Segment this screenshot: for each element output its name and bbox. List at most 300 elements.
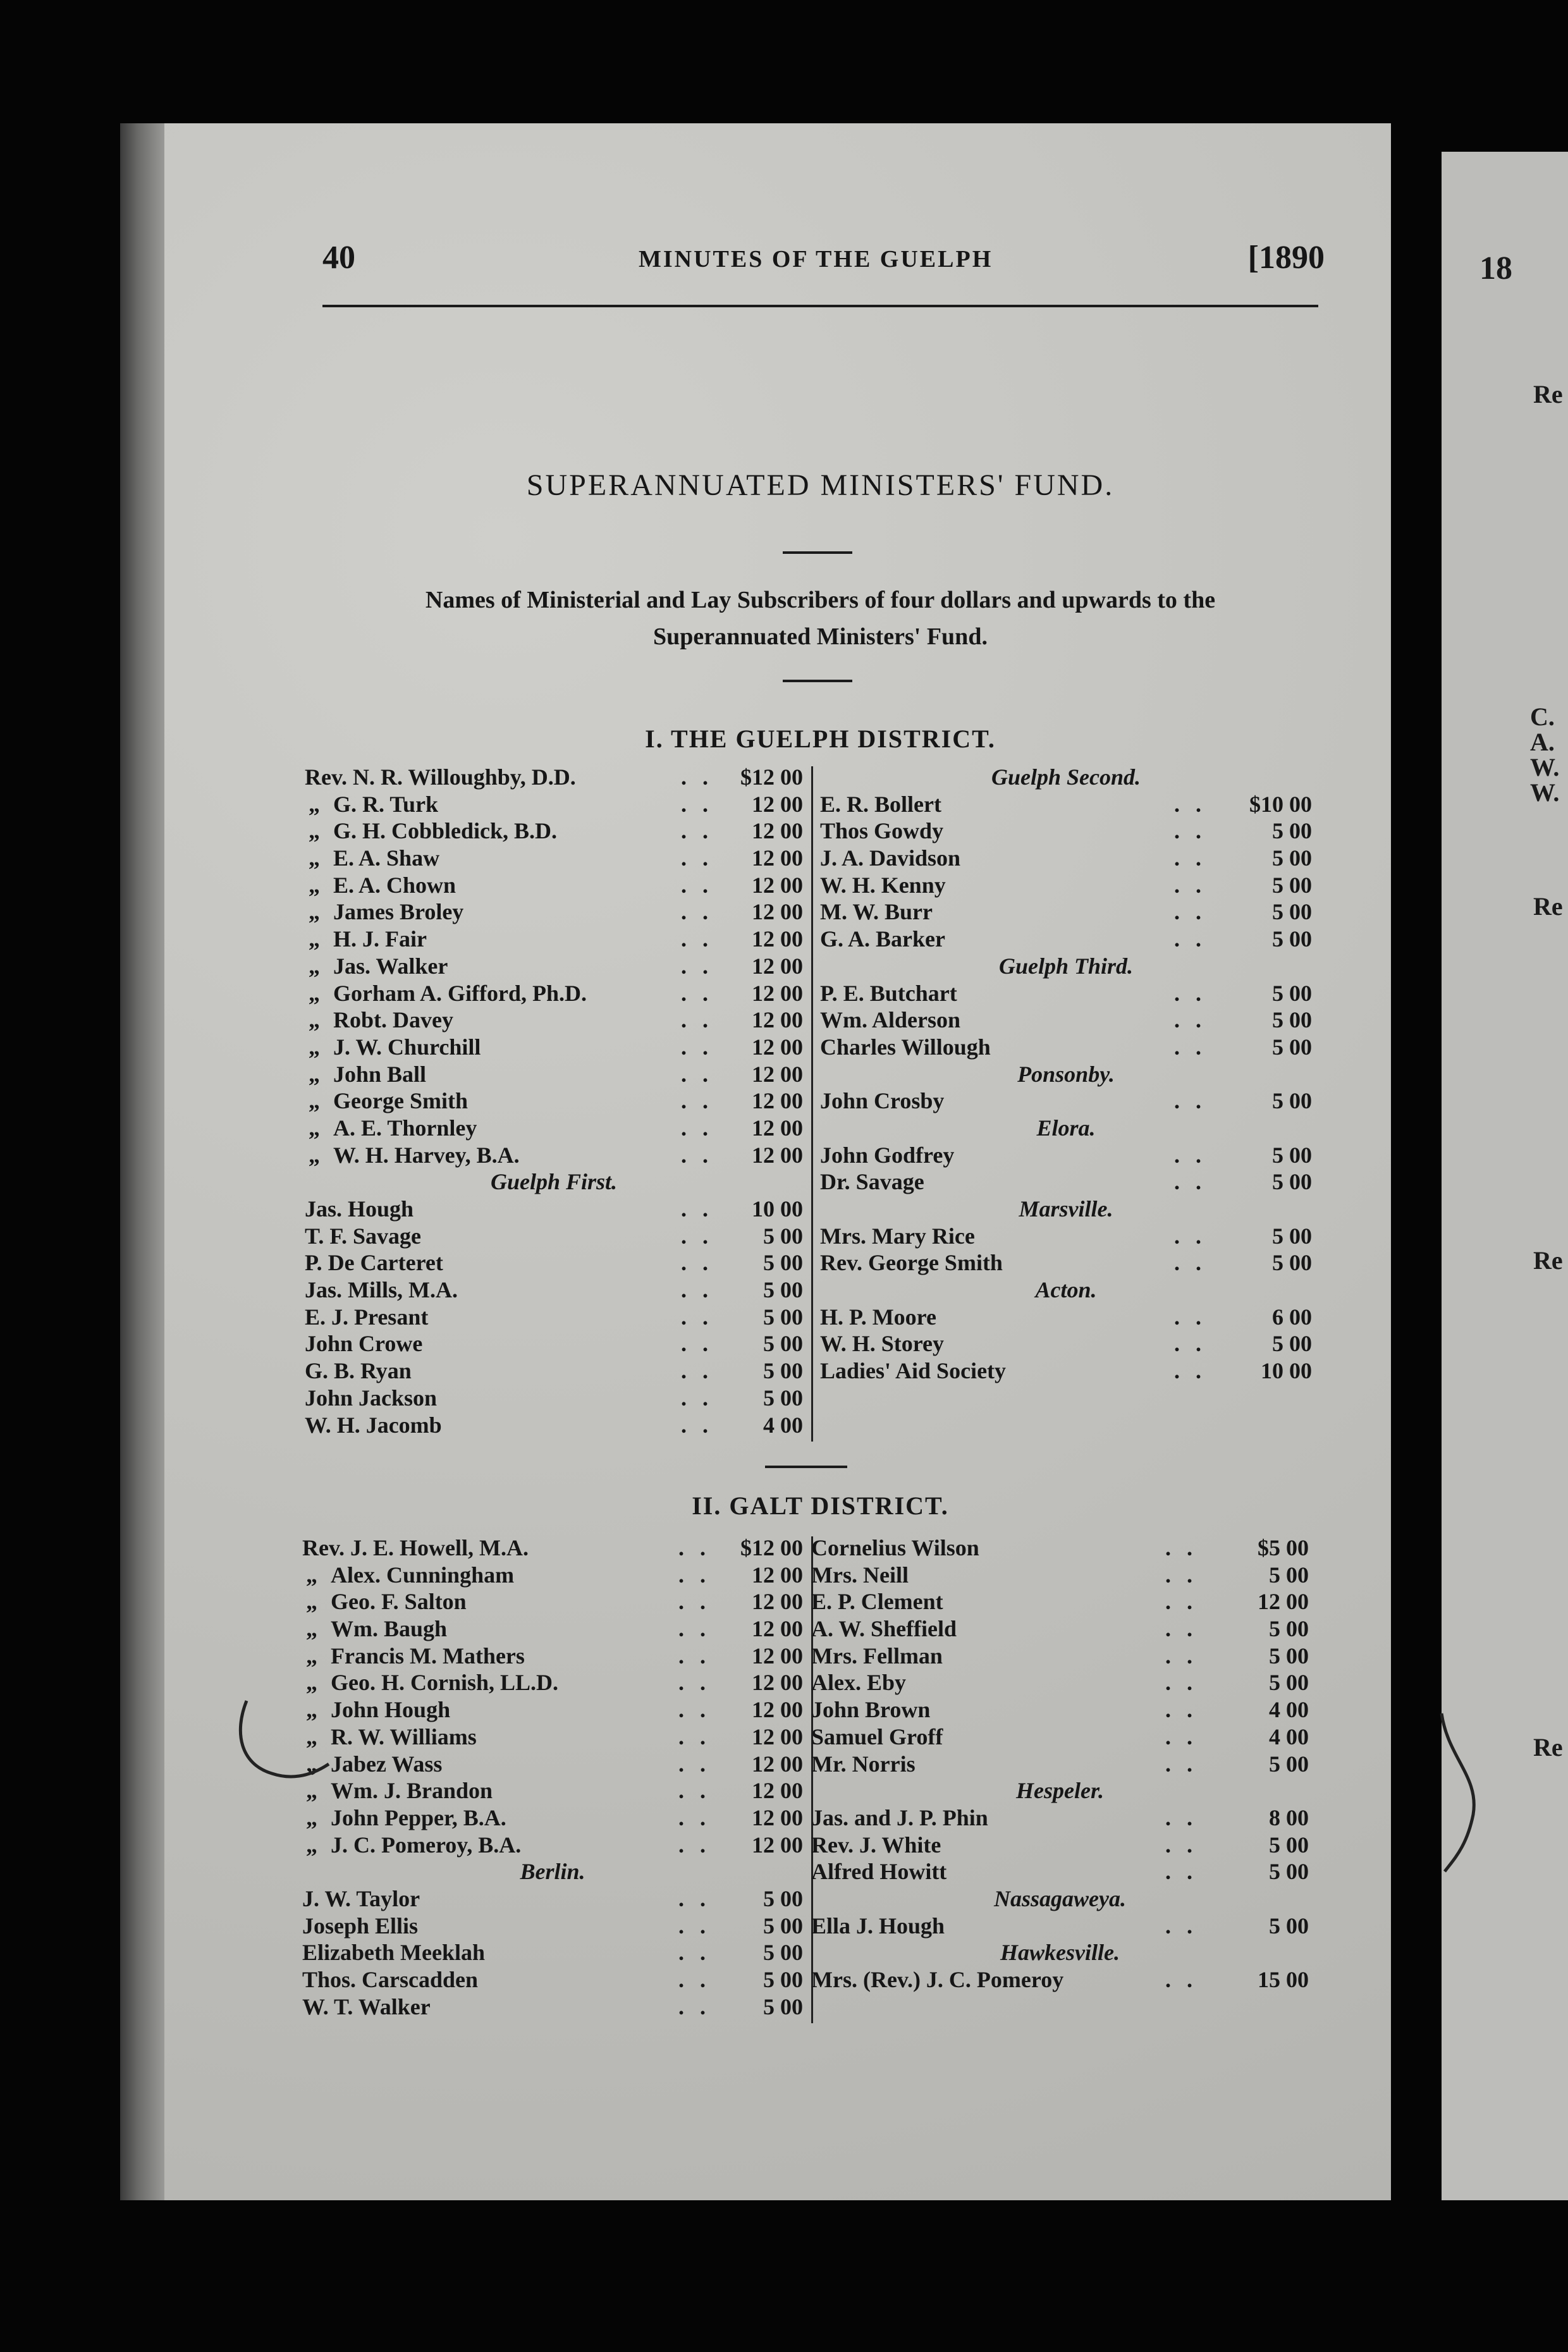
dot-leader: . .	[1165, 1804, 1197, 1830]
subscriber-name: John Crosby	[820, 1088, 945, 1114]
section-subheading: Ponsonby.	[1017, 1061, 1115, 1087]
amount: 12 00	[752, 1007, 803, 1033]
subscriber-name: Mrs. (Rev.) J. C. Pomeroy	[811, 1967, 1064, 1992]
dot-leader: . .	[681, 1412, 713, 1438]
amount: 12 00	[752, 1670, 803, 1696]
subscriber-row	[302, 1696, 803, 1724]
subscriber-row	[820, 1087, 1312, 1115]
amount: 12 00	[752, 1142, 803, 1168]
subscriber-name: „ Robt. Davey	[333, 1007, 453, 1034]
facing-page	[1442, 152, 1568, 2200]
subscriber-name: Elizabeth Meeklah	[302, 1940, 485, 1966]
dot-leader: . .	[681, 1331, 713, 1357]
amount: 12 00	[752, 1643, 803, 1669]
dot-leader: . .	[1174, 1331, 1206, 1357]
subscriber-row	[820, 926, 1312, 953]
subscriber-row	[305, 872, 803, 899]
amount: 12 00	[752, 818, 803, 844]
subscriber-row	[820, 818, 1312, 845]
section-subheading: Acton.	[1035, 1277, 1097, 1303]
ditto-mark: „	[306, 1778, 317, 1804]
dot-leader: . .	[681, 872, 713, 898]
dot-leader: . .	[1174, 1223, 1206, 1249]
amount: $10 00	[1249, 791, 1312, 817]
subscriber-name: Jas. and J. P. Phin	[811, 1804, 988, 1830]
amount: 5 00	[1272, 980, 1312, 1006]
subscriber-name: A. W. Sheffield	[811, 1616, 957, 1642]
subscriber-name: W. H. Storey	[820, 1331, 945, 1357]
subscriber-row	[820, 1304, 1312, 1331]
subscriber-row	[811, 1562, 1309, 1589]
amount: 5 00	[1269, 1832, 1309, 1858]
dot-leader: . .	[678, 1751, 711, 1777]
subscriber-row	[305, 1357, 803, 1385]
amount: 5 00	[1272, 1169, 1312, 1195]
subscriber-row	[820, 1034, 1312, 1061]
facing-page-fragment: Re	[1533, 892, 1563, 921]
facing-page-fragment: C.	[1530, 702, 1555, 731]
subscriber-name: H. P. Moore	[820, 1304, 936, 1330]
amount: 10 00	[1261, 1358, 1312, 1384]
dot-leader: . .	[681, 1115, 713, 1141]
amount: 5 00	[763, 1277, 803, 1303]
subscriber-name: Rev. J. E. Howell, M.A.	[302, 1535, 529, 1560]
subscriber-name: „ R. W. Williams	[331, 1724, 477, 1751]
dot-leader: . .	[1165, 1913, 1197, 1939]
subscriber-row	[811, 1804, 1309, 1832]
subscriber-name: Thos. Carscadden	[302, 1967, 479, 1992]
amount: 12 00	[752, 1616, 803, 1642]
ditto-mark: „	[309, 1007, 320, 1033]
running-header	[322, 239, 1325, 290]
amount: 5 00	[1269, 1751, 1309, 1777]
ditto-mark: „	[306, 1804, 317, 1830]
subtitle	[322, 582, 1318, 655]
amount: 12 00	[752, 1832, 803, 1858]
section-subheading: Hespeler.	[1016, 1778, 1104, 1804]
dot-leader: . .	[678, 1832, 711, 1858]
subscriber-row	[820, 1142, 1312, 1169]
dot-leader: . .	[1165, 1751, 1197, 1777]
subscriber-row	[302, 1885, 803, 1913]
ditto-mark: „	[309, 872, 320, 898]
subscriber-row	[305, 1142, 803, 1169]
dot-leader: . .	[1174, 791, 1206, 817]
amount: 12 00	[752, 1804, 803, 1830]
amount: 10 00	[752, 1196, 803, 1222]
dot-leader: . .	[1174, 1250, 1206, 1276]
ditto-mark: „	[309, 1088, 320, 1114]
facing-page-fragment: Re	[1533, 380, 1563, 408]
ditto-mark: „	[309, 953, 320, 979]
amount: 5 00	[763, 1223, 803, 1249]
subscriber-name: Ladies' Aid Society	[820, 1358, 1007, 1384]
facing-page-fragment: Re	[1533, 1733, 1563, 1761]
amount: 5 00	[1272, 1142, 1312, 1168]
ditto-mark: „	[309, 926, 320, 952]
amount: 12 00	[752, 953, 803, 979]
dot-leader: . .	[681, 1007, 713, 1033]
subscriber-name: P. De Carteret	[305, 1250, 443, 1276]
dot-leader: . .	[678, 1804, 711, 1830]
ditto-mark: „	[309, 899, 320, 925]
subscriber-row	[302, 1615, 803, 1643]
subscriber-name: „ G. H. Cobbledick, B.D.	[333, 818, 557, 845]
subscriber-name: „ Jas. Walker	[333, 953, 448, 980]
subscriber-name: Joseph Ellis	[302, 1913, 419, 1939]
subscriber-name: Alfred Howitt	[811, 1859, 947, 1885]
subscriber-row	[305, 1330, 803, 1357]
subscriber-row	[302, 1562, 803, 1589]
subscriber-row	[820, 872, 1312, 899]
subtitle-line: Superannuated Ministers' Fund.	[653, 623, 988, 650]
dot-leader: . .	[678, 1778, 711, 1804]
subscriber-name: John Crowe	[305, 1331, 423, 1357]
subscriber-row	[811, 1966, 1309, 1994]
subscriber-row	[302, 1534, 803, 1562]
facing-page-number: 18	[1479, 250, 1512, 286]
pencil-mark	[234, 1694, 348, 1796]
subscriber-name: Charles Willough	[820, 1034, 991, 1060]
amount: 5 00	[1272, 818, 1312, 844]
dot-leader: . .	[1165, 1967, 1197, 1992]
subscriber-name: „ Jabez Wass	[331, 1751, 442, 1778]
amount: 4 00	[1269, 1724, 1309, 1749]
subscriber-row	[302, 1724, 803, 1751]
subscriber-row	[305, 1087, 803, 1115]
subscriber-name: „ Alex. Cunningham	[331, 1562, 514, 1589]
dot-leader: . .	[681, 899, 713, 925]
amount: 5 00	[1272, 1007, 1312, 1033]
dot-leader: . .	[678, 1913, 711, 1939]
subscriber-row	[820, 845, 1312, 872]
subscriber-name: Rev. J. White	[811, 1832, 941, 1858]
amount: 12 00	[752, 872, 803, 898]
dot-leader: . .	[1165, 1832, 1197, 1858]
dot-leader: . .	[681, 1358, 713, 1384]
subscriber-name: E. J. Presant	[305, 1304, 429, 1330]
subscriber-name: E. P. Clement	[811, 1589, 943, 1615]
dot-leader: . .	[1174, 1088, 1206, 1114]
ditto-mark: „	[309, 980, 320, 1006]
subscriber-name: „ H. J. Fair	[333, 926, 427, 953]
subscriber-name: Ella J. Hough	[811, 1913, 945, 1939]
subscriber-name: „ A. E. Thornley	[333, 1115, 477, 1142]
subscriber-name: „ Gorham A. Gifford, Ph.D.	[333, 980, 587, 1007]
amount: 12 00	[752, 926, 803, 952]
subscriber-name: „ Francis M. Mathers	[331, 1643, 525, 1670]
subscriber-row	[811, 1669, 1309, 1696]
subscriber-name: Dr. Savage	[820, 1169, 924, 1195]
dot-leader: . .	[1174, 818, 1206, 844]
subscriber-row	[811, 1696, 1309, 1724]
subscriber-row	[820, 1168, 1312, 1196]
subscriber-name: „ G. R. Turk	[333, 791, 438, 818]
subscriber-name: Samuel Groff	[811, 1724, 943, 1749]
section-subheading: Guelph First.	[490, 1169, 618, 1195]
pencil-mark	[1435, 1707, 1492, 1884]
subtitle-line: Names of Ministerial and Lay Subscribers of four dollars and upwards to the	[425, 587, 1216, 613]
page-title: SUPERANNUATED MINISTERS' FUND.	[526, 469, 1115, 502]
district-heading: II. GALT DISTRICT.	[692, 1491, 949, 1520]
dot-leader: . .	[678, 1994, 711, 2019]
dot-leader: . .	[678, 1885, 711, 1911]
amount: 5 00	[1269, 1616, 1309, 1642]
amount: 12 00	[752, 1751, 803, 1777]
dot-leader: . .	[1165, 1535, 1197, 1560]
subscriber-name: „ E. A. Chown	[333, 872, 456, 899]
subscriber-row	[820, 791, 1312, 818]
dot-leader: . .	[678, 1940, 711, 1966]
section-subheading: Guelph Second.	[991, 764, 1141, 790]
subscriber-row	[811, 1588, 1309, 1615]
dot-leader: . .	[681, 1034, 713, 1060]
amount: 8 00	[1269, 1804, 1309, 1830]
subscriber-row	[305, 926, 803, 953]
ditto-mark: „	[309, 1034, 320, 1060]
subscriber-name: W. T. Walker	[302, 1994, 431, 2019]
subscriber-name: M. W. Burr	[820, 899, 933, 925]
page-number: 40	[322, 240, 355, 276]
section-subheading: Guelph Third.	[998, 953, 1134, 979]
ditto-mark: „	[306, 1562, 317, 1588]
subscriber-row	[305, 953, 803, 980]
amount: 12 00	[752, 899, 803, 925]
subscriber-name: „ Wm. Baugh	[331, 1615, 447, 1643]
section-subheading: Nassagaweya.	[994, 1885, 1126, 1911]
subscriber-row	[811, 1643, 1309, 1670]
dot-leader: . .	[1174, 1304, 1206, 1330]
subscriber-row	[302, 1939, 803, 1966]
subscriber-row	[811, 1832, 1309, 1859]
dot-leader: . .	[1165, 1589, 1197, 1615]
amount: 5 00	[763, 1940, 803, 1966]
subscriber-row	[305, 1277, 803, 1304]
amount: 5 00	[1272, 845, 1312, 871]
dot-leader: . .	[681, 1061, 713, 1087]
amount: 5 00	[1272, 1034, 1312, 1060]
running-title: MINUTES OF THE GUELPH	[639, 246, 993, 273]
dot-leader: . .	[681, 764, 713, 790]
amount: 4 00	[1269, 1697, 1309, 1723]
district2-right-column	[811, 1534, 1309, 1994]
dot-leader: . .	[1165, 1643, 1197, 1669]
amount: 5 00	[763, 1967, 803, 1992]
amount: 12 00	[752, 1697, 803, 1723]
amount: 15 00	[1258, 1967, 1309, 1992]
subscriber-row	[820, 1330, 1312, 1357]
amount: 5 00	[763, 1885, 803, 1911]
district1-left-column	[305, 764, 803, 1438]
subscriber-row	[305, 980, 803, 1007]
subscriber-row	[811, 1858, 1309, 1885]
subscriber-name: „ J. W. Churchill	[333, 1034, 481, 1061]
subscriber-row	[302, 1643, 803, 1670]
dot-leader: . .	[681, 818, 713, 844]
subscriber-row	[302, 1966, 803, 1994]
subscriber-row	[305, 1034, 803, 1061]
subscriber-name: T. F. Savage	[305, 1223, 422, 1249]
divider	[765, 1466, 847, 1468]
amount: 6 00	[1272, 1304, 1312, 1330]
page-year: [1890	[1247, 240, 1325, 276]
subscriber-name: Wm. Alderson	[820, 1007, 961, 1033]
ditto-mark: „	[306, 1589, 317, 1615]
subscriber-name: John Brown	[811, 1697, 931, 1723]
dot-leader: . .	[681, 926, 713, 952]
subscriber-name: J. W. Taylor	[302, 1885, 420, 1911]
subscriber-name: Mrs. Mary Rice	[820, 1223, 975, 1249]
amount: 12 00	[752, 1115, 803, 1141]
amount: 4 00	[763, 1412, 803, 1438]
subscriber-row	[302, 1588, 803, 1615]
divider	[783, 551, 852, 554]
ditto-mark: „	[306, 1832, 317, 1858]
section-subheading: Marsville.	[1019, 1196, 1113, 1222]
amount: 12 00	[752, 1088, 803, 1114]
dot-leader: . .	[681, 1223, 713, 1249]
amount: 5 00	[1272, 1088, 1312, 1114]
dot-leader: . .	[1174, 1169, 1206, 1195]
subscriber-row	[811, 1615, 1309, 1643]
subscriber-name: „ Geo. H. Cornish, LL.D.	[331, 1669, 558, 1696]
subscriber-name: Mr. Norris	[811, 1751, 916, 1777]
subscriber-name: G. A. Barker	[820, 926, 945, 952]
subscriber-row	[302, 1913, 803, 1940]
amount: 5 00	[763, 1331, 803, 1357]
amount: $12 00	[740, 1535, 803, 1560]
divider	[783, 680, 852, 682]
subscriber-name: „ Geo. F. Salton	[331, 1588, 467, 1615]
subscriber-row	[811, 1751, 1309, 1778]
subscriber-name: P. E. Butchart	[820, 980, 957, 1006]
subscriber-row	[305, 818, 803, 845]
subscriber-row	[820, 980, 1312, 1007]
dot-leader: . .	[681, 845, 713, 871]
ditto-mark: „	[306, 1751, 317, 1777]
subscriber-name: Rev. N. R. Willoughby, D.D.	[305, 764, 576, 790]
amount: 5 00	[1269, 1859, 1309, 1885]
dot-leader: . .	[1174, 845, 1206, 871]
amount: 5 00	[763, 1385, 803, 1411]
dot-leader: . .	[1174, 1007, 1206, 1033]
subscriber-row	[820, 1223, 1312, 1250]
section-subheading: Berlin.	[520, 1859, 585, 1885]
subscriber-row	[305, 1385, 803, 1412]
subscriber-row	[820, 898, 1312, 926]
amount: 5 00	[1272, 1331, 1312, 1357]
subscriber-row	[811, 1913, 1309, 1940]
amount: 5 00	[1272, 899, 1312, 925]
subscriber-row	[305, 764, 803, 791]
subscriber-name: Alex. Eby	[811, 1670, 907, 1696]
dot-leader: . .	[1174, 1358, 1206, 1384]
section-subheading: Hawkesville.	[1000, 1940, 1120, 1966]
amount: $12 00	[740, 764, 803, 790]
subscriber-row	[305, 1061, 803, 1088]
subscriber-row	[305, 1304, 803, 1331]
district-heading: I. THE GUELPH DISTRICT.	[645, 725, 996, 753]
dot-leader: . .	[1174, 899, 1206, 925]
dot-leader: . .	[1165, 1697, 1197, 1723]
dot-leader: . .	[681, 1088, 713, 1114]
dot-leader: . .	[1174, 1034, 1206, 1060]
amount: 5 00	[763, 1304, 803, 1330]
amount: 5 00	[1269, 1562, 1309, 1588]
amount: 5 00	[1269, 1670, 1309, 1696]
dot-leader: . .	[678, 1535, 711, 1560]
header-rule	[322, 305, 1318, 307]
subscriber-row	[305, 1223, 803, 1250]
amount: 12 00	[752, 1034, 803, 1060]
dot-leader: . .	[678, 1616, 711, 1642]
subscriber-name: Rev. George Smith	[820, 1250, 1003, 1276]
subscriber-row	[305, 898, 803, 926]
column-divider	[811, 766, 813, 1442]
ditto-mark: „	[309, 1061, 320, 1087]
dot-leader: . .	[1165, 1724, 1197, 1749]
subscriber-name: Jas. Hough	[305, 1196, 414, 1222]
amount: 5 00	[1269, 1643, 1309, 1669]
subscriber-name: „ J. C. Pomeroy, B.A.	[331, 1832, 521, 1859]
subscriber-row	[305, 791, 803, 818]
subscriber-name: „ W. H. Harvey, B.A.	[333, 1142, 520, 1169]
subscriber-row	[305, 1412, 803, 1439]
amount: 12 00	[752, 1061, 803, 1087]
amount: 5 00	[763, 1250, 803, 1276]
dot-leader: . .	[681, 953, 713, 979]
subscriber-name: „ John Pepper, B.A.	[331, 1804, 506, 1832]
dot-leader: . .	[678, 1697, 711, 1723]
subscriber-row	[820, 1357, 1312, 1385]
dot-leader: . .	[681, 1142, 713, 1168]
subscriber-name: W. H. Kenny	[820, 872, 946, 898]
dot-leader: . .	[1174, 980, 1206, 1006]
dot-leader: . .	[678, 1724, 711, 1749]
subscriber-name: E. R. Bollert	[820, 791, 941, 817]
subscriber-row	[820, 1007, 1312, 1034]
amount: 5 00	[763, 1358, 803, 1384]
book-binding	[120, 123, 164, 2200]
amount: 12 00	[752, 1589, 803, 1615]
section-subheading: Elora.	[1036, 1115, 1096, 1141]
subscriber-row	[305, 1249, 803, 1277]
ditto-mark: „	[309, 1142, 320, 1168]
amount: 5 00	[1272, 926, 1312, 952]
subscriber-row	[302, 1751, 803, 1778]
dot-leader: . .	[1174, 872, 1206, 898]
dot-leader: . .	[1174, 926, 1206, 952]
dot-leader: . .	[681, 1385, 713, 1411]
amount: 12 00	[752, 1778, 803, 1804]
dot-leader: . .	[681, 791, 713, 817]
subscriber-row	[305, 1196, 803, 1223]
subscriber-name: J. A. Davidson	[820, 845, 961, 871]
ditto-mark: „	[309, 791, 320, 817]
dot-leader: . .	[678, 1562, 711, 1588]
dot-leader: . .	[681, 980, 713, 1006]
facing-page-fragment: W.	[1530, 753, 1560, 781]
subscriber-name: „ Wm. J. Brandon	[331, 1777, 493, 1804]
ditto-mark: „	[306, 1697, 317, 1723]
amount: 5 00	[1269, 1913, 1309, 1939]
ditto-mark: „	[306, 1724, 317, 1749]
ditto-mark: „	[309, 818, 320, 844]
subscriber-name: G. B. Ryan	[305, 1358, 412, 1384]
subscriber-name: Cornelius Wilson	[811, 1535, 979, 1560]
dot-leader: . .	[678, 1589, 711, 1615]
dot-leader: . .	[681, 1304, 713, 1330]
